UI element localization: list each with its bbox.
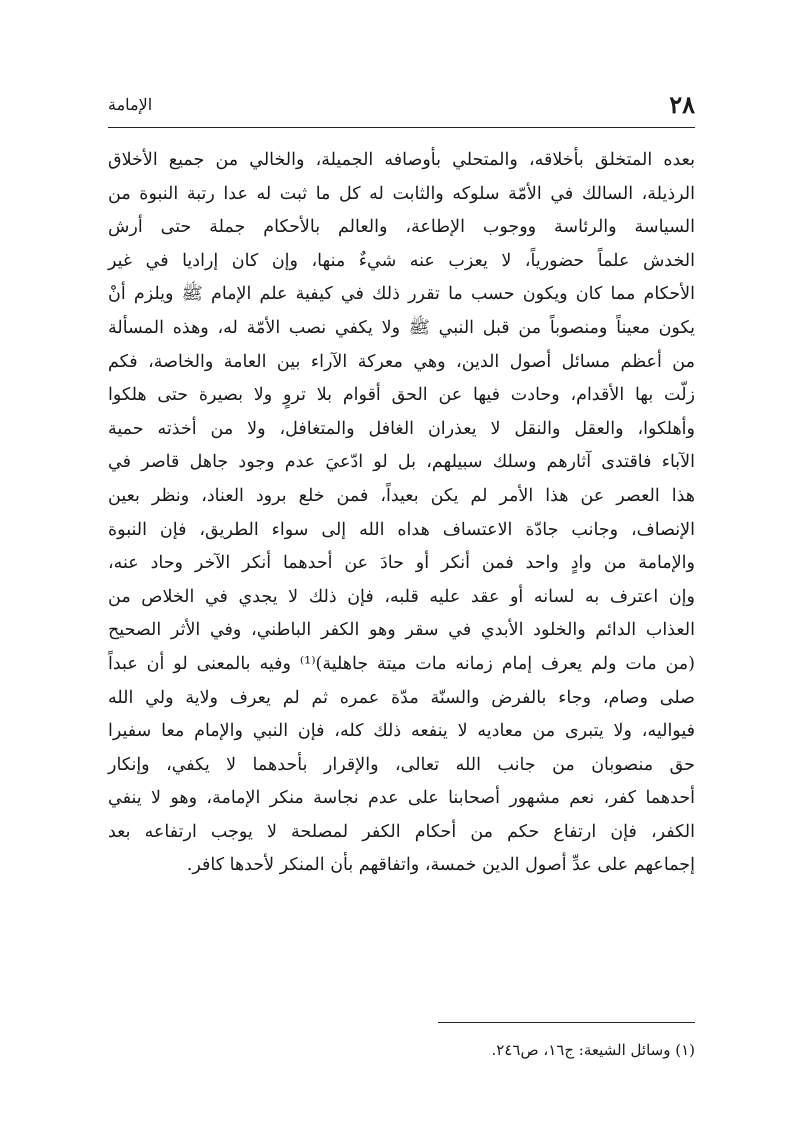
text-line: صلى وصام، وجاء بالفرض والسنّة مدّة عمره ثم لم يعرف ولاية ولي الله (108, 687, 695, 708)
text-line: الخدش علماً حضورياً، لا يعزب عنه شيءٌ منها، وإن كان إراديا في غير (108, 250, 695, 271)
text-line: (من مات ولم يعرف إمام زمانه مات ميتة جاهلية)⁽¹⁾ وفيه بالمعنى لو أن عبداً (108, 653, 696, 674)
text-line: بعده المتخلق بأخلاقه، والمتحلي بأوصافه الجميلة، والخالي من جميع الأخلاق (108, 150, 695, 170)
text-line: زلّت بها الأقدام، وحادت فيها عن الحق أقوام بلا تروٍ ولا بصيرة حتى هلكوا (108, 385, 695, 406)
text-line: العذاب الدائم والخلود الأبدي في سقر وهو الكفر الباطني، وفي الأثر الصحيح (108, 620, 695, 641)
text-line: الإنصاف، وجانب جادّة الاعتساف هداه الله إلى سواء الطريق، فإن النبوة (108, 519, 695, 540)
text-line: وأهلكوا، والعقل والنقل لا يعذران الغافل والمتغافل، ولا من أخذته حمية (108, 418, 695, 439)
text-line: والإمامة من وادٍ واحد فمن أنكر أو حادَ عن أحدهما أنكر الآخر وحاد عنه، (108, 553, 695, 574)
header-divider (108, 127, 695, 128)
text-line: فيواليه، ولا يتبرى من معاديه لا ينفعه ذلك كله، فإن النبي والإمام معا سفيرا (108, 721, 695, 742)
text-line: أحدهما كفر، نعم مشهور أصحابنا على عدم نجاسة منكر الإمامة، وهو لا ينفي (108, 788, 695, 809)
text-line: الأحكام مما كان ويكون حسب ما تقرر ذلك في كيفية علم الإمام ﷺ ويلزم أنْ (108, 284, 695, 305)
text-line: السياسة والرئاسة ووجوب الإطاعة، والعالم بالأحكام جملة حتى أرش (108, 217, 695, 238)
page-number: ٢٨ (669, 89, 695, 119)
page-header (108, 84, 695, 124)
body-text (108, 144, 695, 883)
text-line: وإن اعترف به لسانه أو عقد عليه قلبه، فإن ذلك لا يجدي في الخلاص من (108, 586, 695, 607)
footnote-divider (438, 1022, 695, 1023)
text-line: الآباء فاقتدى آثارهم وسلك سبيلهم، بل لو ادّعيَ عدم وجود جاهل قاصر في (108, 452, 695, 473)
text-line: الرذيلة، السالك في الأمّة سلوكه والثابت له كل ما ثبت له عدا رتبة النبوة من (108, 183, 695, 204)
footnote: (١) وسائل الشيعة: ج١٦، ص٢٤٦. (491, 1041, 695, 1059)
text-line: يكون معيناً ومنصوباً من قبل النبي ﷺ ولا يكفي نصب الأمّة له، وهذه المسألة (108, 317, 695, 338)
text-line-last: إجماعهم على عدِّ أصول الدين خمسة، واتفاقهم بأن المنكر لأحدها كافر. (186, 855, 695, 876)
text-line: من أعظم مسائل أصول الدين، وهي معركة الآراء بين العامة والخاصة، فكم (108, 351, 695, 372)
text-line: الكفر، فإن ارتفاع حكم من أحكام الكفر لمصلحة لا يوجب ارتفاعه بعد (108, 821, 695, 842)
text-line: هذا العصر عن هذا الأمر لم يكن بعيداً، فمن خلع برود العناد، ونظر بعين (108, 485, 695, 506)
running-title: الإمامة (108, 94, 153, 114)
text-line: حق منصوبان من جانب الله تعالى، والإقرار بأحدهما لا يكفي، وإنكار (108, 754, 695, 775)
